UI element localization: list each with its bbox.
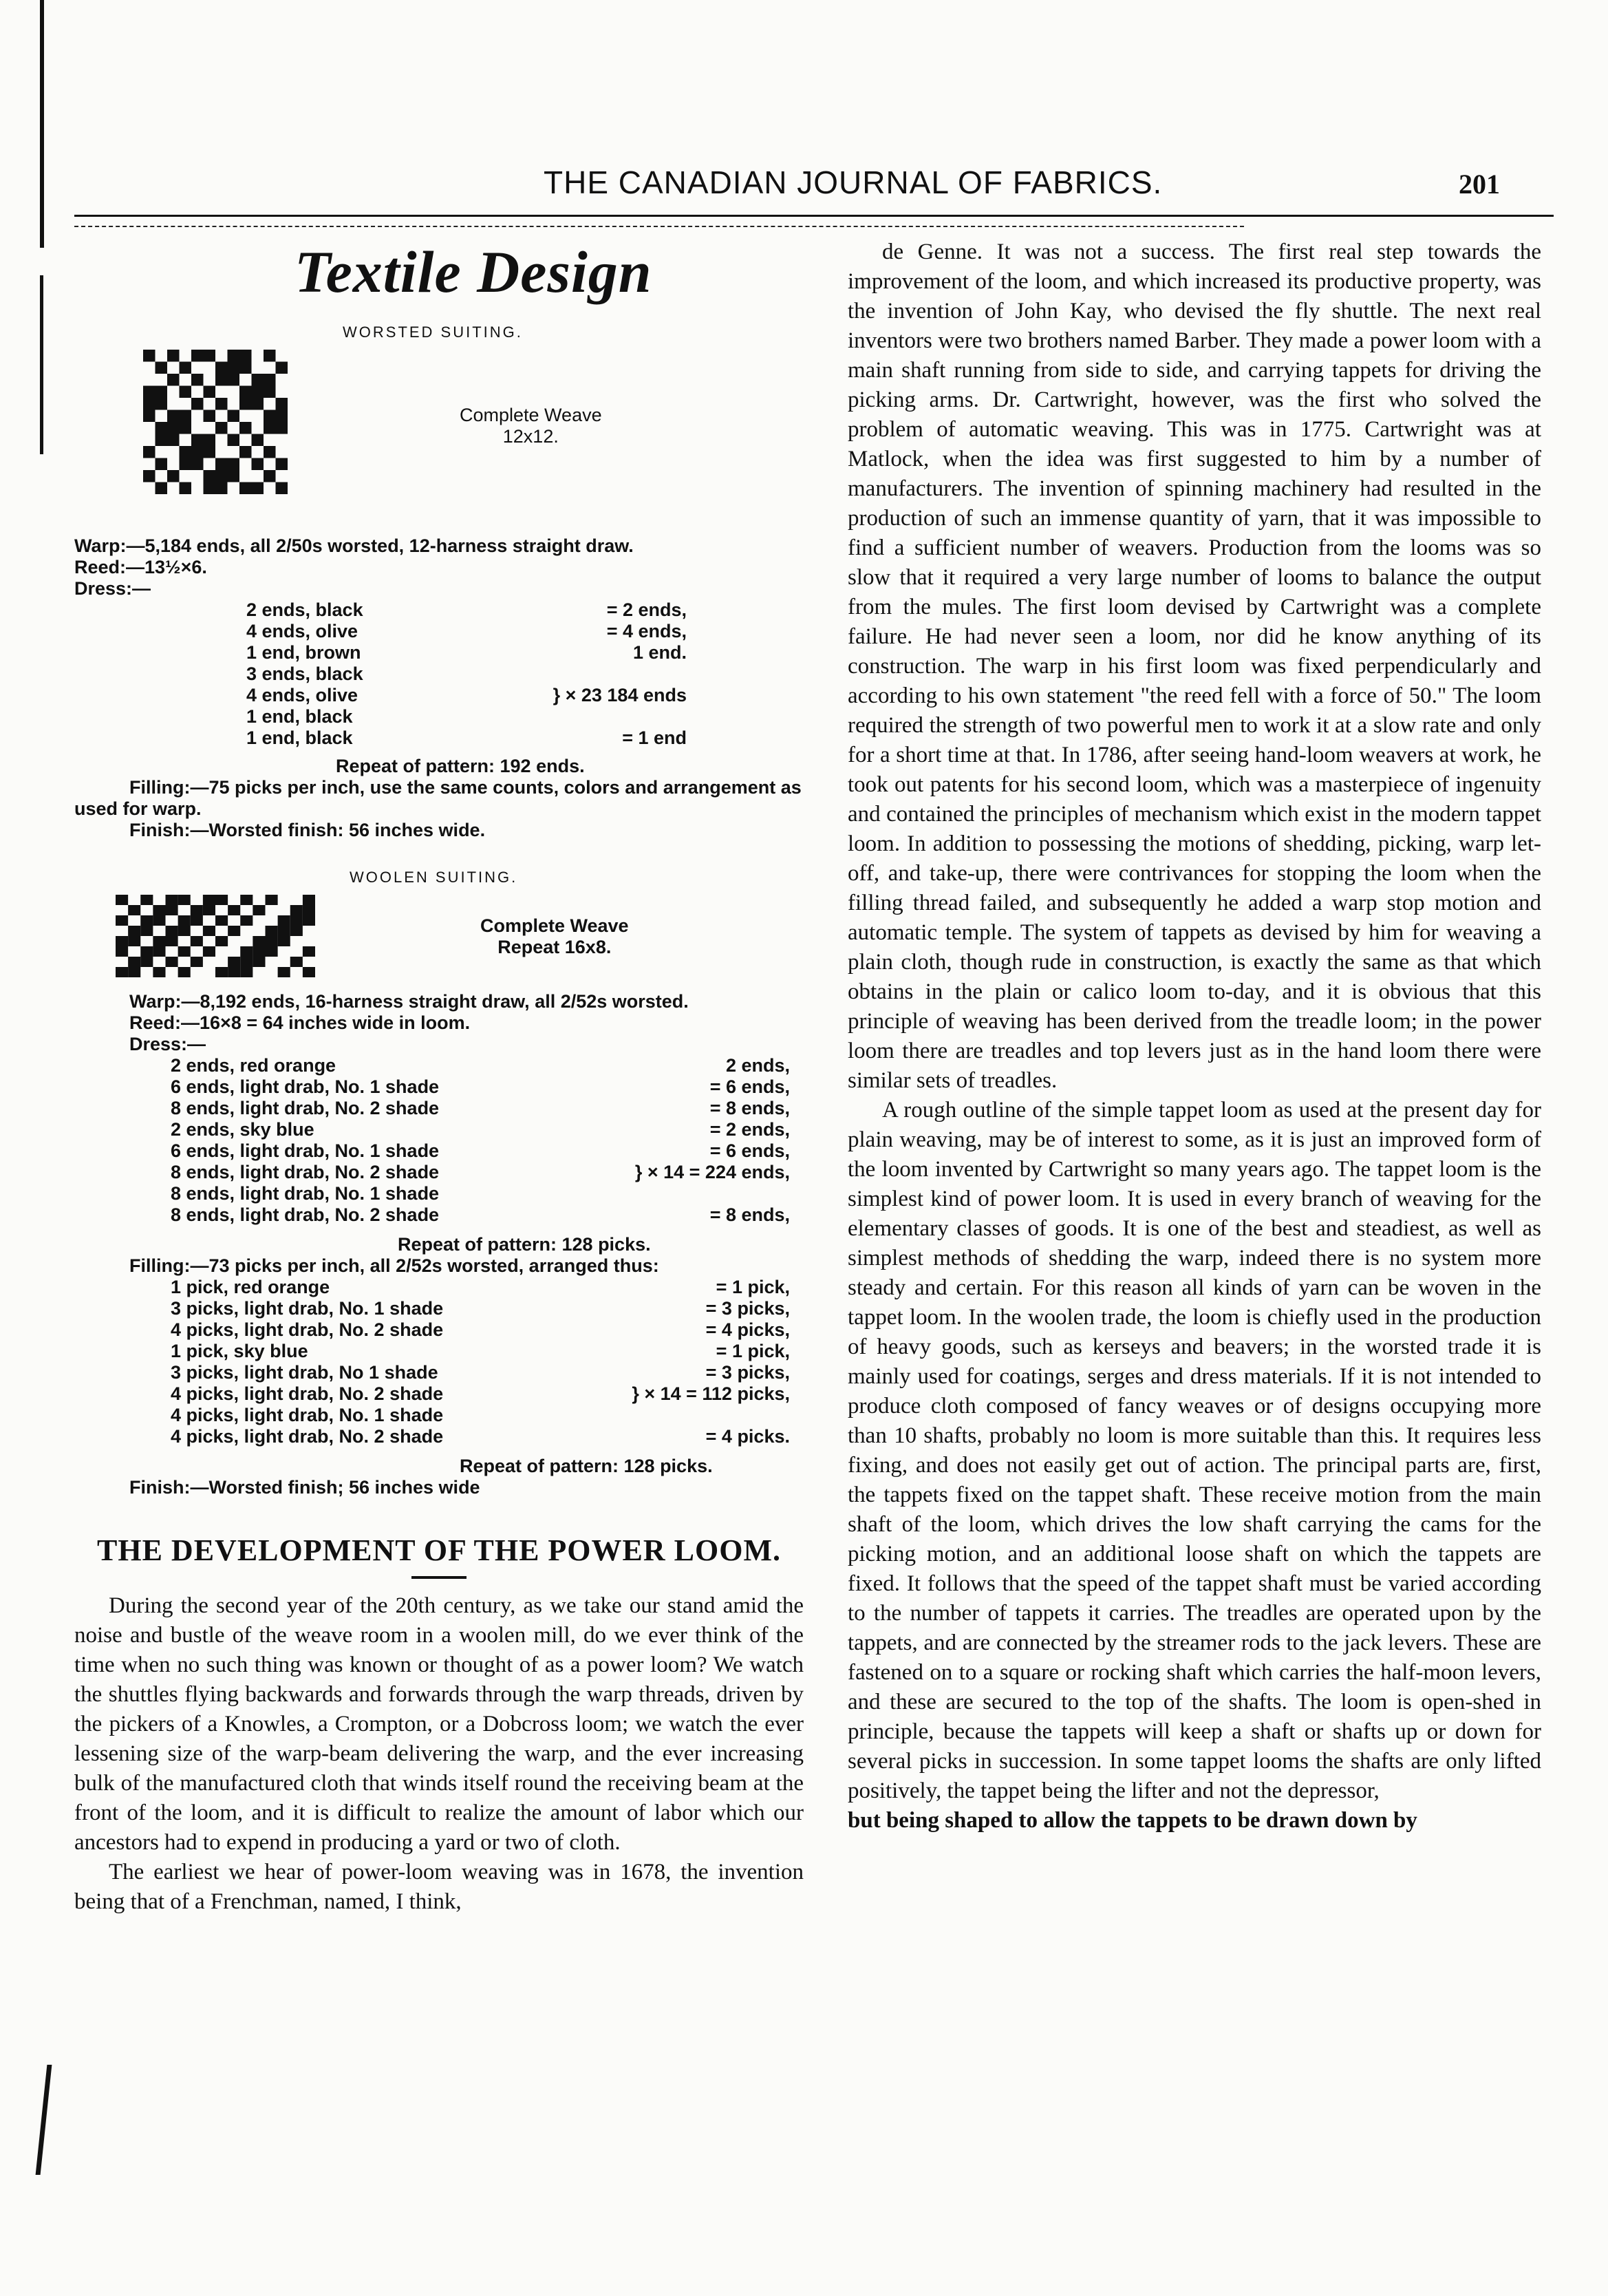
worsted-dress-table (246, 599, 687, 749)
weave-cell (303, 967, 315, 977)
dress-row-right: = 4 picks. (705, 1426, 790, 1447)
weave-cell (167, 470, 180, 482)
dress-row-left: 4 ends, olive (246, 685, 358, 705)
dress-row-right: = 3 picks, (705, 1298, 790, 1319)
woolen-warp: Warp:—8,192 ends, 16-harness straight draw, all 2/52s worsted. (129, 991, 689, 1012)
weave-cell (116, 946, 128, 957)
weave-cell (253, 936, 265, 946)
dress-row-right: } × 14 = 112 picks, (632, 1383, 790, 1404)
weave-cell (178, 915, 191, 926)
dress-row-right: = 8 ends, (709, 1204, 790, 1225)
weave-cell (266, 936, 278, 946)
weave-cell (228, 967, 240, 977)
worsted-reed: Reed:—13½×6. (74, 557, 207, 577)
weave-cell (264, 374, 276, 386)
weave-label-line: Complete Weave (460, 405, 602, 425)
article-paragraph: During the second year of the 20th century, as we take our stand amid the noise and bustle of the weave room in a woolen mill, do we ever think of the time when no such thing was known or thought of as a power loom? We watch the shuttles flying backwards and forwards through the warp threads, driven by the pickers of a Knowles, a Crompton, or a Dobcross loom; we watch the ever lessening size of the warp-beam delivering the warp, and the ever increasing bulk of the manufactured cloth that winds itself round the receiving beam at the front of the loom, and it is difficult to realize the amount of labor which our ancestors had to expend in producing a yard or two of cloth. (74, 1593, 804, 1855)
dress-row (171, 1076, 790, 1098)
dress-row-right: = 1 end (622, 727, 687, 748)
dress-row-left: 3 ends, black (246, 663, 363, 684)
weave-cell (153, 905, 165, 915)
woolen-dress-label: Dress:— (129, 1034, 206, 1054)
weave-cell (240, 967, 253, 977)
dress-row (246, 727, 687, 749)
weave-cell (116, 936, 128, 946)
weave-cell (303, 915, 315, 926)
dress-row-right: = 1 pick, (716, 1341, 790, 1361)
article-body-right (848, 237, 1541, 1836)
weave-cell (191, 915, 203, 926)
weave-cell (239, 386, 252, 398)
weave-cell (156, 458, 168, 471)
weave-cell (303, 895, 315, 905)
weave-cell (266, 926, 278, 936)
weave-cell (290, 926, 303, 936)
weave-cell (153, 967, 165, 977)
weave-cell (228, 957, 240, 967)
weave-cell (215, 374, 228, 386)
running-title: THE CANADIAN JOURNAL OF FABRICS. (544, 164, 1163, 200)
dress-row (246, 599, 687, 621)
dress-row-right: = 2 ends, (709, 1119, 790, 1140)
weave-cell (264, 470, 276, 482)
weave-cell (204, 434, 216, 447)
weave-cell (215, 458, 228, 471)
woolen-dress-table (171, 1055, 790, 1226)
weave-cell (143, 350, 156, 362)
dress-row (171, 1405, 790, 1426)
weave-cell (228, 926, 240, 936)
weave-cell (178, 967, 191, 977)
worsted-weave-label (460, 405, 602, 447)
dress-row-left: 1 pick, sky blue (171, 1341, 308, 1361)
weave-cell (276, 410, 288, 423)
weave-cell (156, 398, 168, 410)
margin-scan-mark (36, 2065, 52, 2175)
dress-row-left: 3 picks, light drab, No 1 shade (171, 1362, 438, 1383)
dress-row (171, 1119, 790, 1140)
worsted-heading: WORSTED SUITING. (343, 323, 523, 341)
weave-cell (180, 362, 192, 374)
weave-cell (290, 957, 303, 967)
weave-cell (239, 398, 252, 410)
weave-cell (143, 446, 156, 458)
weave-cell (167, 410, 180, 423)
weave-cell (253, 946, 265, 957)
weave-cell (215, 936, 228, 946)
right-column (848, 237, 1541, 1836)
dress-row-right: = 1 pick, (716, 1277, 790, 1297)
article-body-left (74, 1591, 804, 1917)
woolen-weave-block (74, 895, 804, 991)
weave-cell (239, 422, 252, 434)
weave-cell (204, 410, 216, 423)
weave-cell (278, 936, 290, 946)
weave-cell (191, 398, 204, 410)
weave-cell (264, 422, 276, 434)
weave-cell (303, 946, 315, 957)
worsted-warp: Warp:—5,184 ends, all 2/50s worsted, 12-harness straight draw. (74, 535, 634, 556)
weave-cell (140, 895, 153, 905)
weave-cell (290, 905, 303, 915)
dress-row-right: 2 ends, (725, 1055, 790, 1076)
weave-cell (178, 926, 191, 936)
weave-cell (140, 957, 153, 967)
dress-row-right (451, 663, 687, 685)
woolen-heading: WOOLEN SUITING. (350, 869, 518, 886)
weave-cell (203, 905, 215, 915)
dress-row-right: } × 23 184 ends (553, 685, 687, 705)
dress-row-left: 3 picks, light drab, No. 1 shade (171, 1298, 444, 1319)
weave-cell (228, 470, 240, 482)
weave-cell (166, 905, 178, 915)
header-rule (74, 215, 1554, 217)
weave-cell (215, 398, 228, 410)
dress-row (246, 706, 687, 727)
dress-row (246, 685, 687, 706)
woolen-finish: Finish:—Worsted finish; 56 inches wide (129, 1477, 480, 1498)
dress-row (171, 1298, 790, 1319)
weave-cell (215, 967, 228, 977)
dress-row-left: 4 picks, light drab, No. 2 shade (171, 1383, 444, 1404)
dress-row-right: = 6 ends, (709, 1076, 790, 1097)
weave-cell (203, 895, 215, 905)
weave-cell (239, 350, 252, 362)
dress-row-left: 8 ends, light drab, No. 2 shade (171, 1204, 440, 1225)
weave-cell (276, 458, 288, 471)
weave-cell (215, 422, 228, 434)
weave-cell (128, 905, 140, 915)
weave-cell (140, 915, 153, 926)
weave-cell (167, 374, 180, 386)
weave-cell (276, 482, 288, 495)
weave-cell (166, 895, 178, 905)
weave-cell (290, 915, 303, 926)
dress-row-left: 2 ends, sky blue (171, 1119, 314, 1140)
worsted-filling: Filling:—75 picks per inch, use the same counts, colors and arrangement as used for warp. (74, 777, 802, 819)
weave-cell (252, 458, 264, 471)
dress-row (171, 1140, 790, 1162)
dress-row-right (563, 1405, 790, 1426)
weave-cell (228, 350, 240, 362)
weave-cell (278, 967, 290, 977)
weave-cell (203, 926, 215, 936)
weave-cell (252, 386, 264, 398)
weave-cell (215, 362, 228, 374)
dress-row-left: 2 ends, red orange (171, 1055, 336, 1076)
article-paragraph: but being shaped to allow the tappets to be drawn down by (848, 1808, 1417, 1833)
weave-cell (191, 446, 204, 458)
dress-row (246, 663, 687, 685)
dress-row (171, 1383, 790, 1405)
left-column (74, 237, 804, 1917)
dress-row (171, 1341, 790, 1362)
dress-row-left: 1 pick, red orange (171, 1277, 330, 1297)
weave-cell (191, 458, 204, 471)
weave-cell (239, 446, 252, 458)
dress-row-left: 4 ends, olive (246, 621, 358, 641)
weave-cell (143, 398, 156, 410)
dress-row-right (564, 1183, 790, 1204)
woolen-repeat-picks: Repeat of pattern: 128 picks. (460, 1456, 713, 1476)
dress-row-right: = 8 ends, (709, 1098, 790, 1118)
weave-cell (180, 386, 192, 398)
article-paragraph: de Genne. It was not a success. The first real step towards the improvement of the loom, and which increased its productive property, was the invention of John Kay, who devised the fly shuttle. The next real inventors were two brothers named Barber. They made a power loom with a main shaft running from side to side, and carrying tappets for driving the picking arms. Dr. Cartwright, however, was the first who solved the problem of automatic weaving. This was in 1775. Cartwright was at Matlock, when the idea was first suggested to him by a number of manufacturers. The invention of spinning machinery had resulted in the production of such an immense quantity of yarn, that it was impossible to find a sufficient number of weavers. Production from the looms was so slow that it required a very large number of looms to balance the output from the mules. The first loom devised by Cartwright was a complete failure. He had never seen a loom, nor did he know anything of its construction. The warp in his first loom was fixed perpendicularly and according to his own statement "the reed fell with a force of 50." The loom required the strength of two powerful men to work it at a slow rate and only for a short time at that. In 1786, after seeing hand-loom weavers at work, he took out patents for his second loom, which was a masterpiece of ingenuity and contained the principles of mechanism which exist in the modern tappet loom. In addition to possessing the motions of shedding, picking, warp let-off, and take-up, there were contrivances for stopping the loom when the filling thread failed, and subsequently he added a warp stop motion and automatic temple. The system of tappets as devised by him for weaving a plain cloth, though rude in construction, is exactly the same as that which obtains in the plain or calico loom to-day, and it is obvious that this principle of weaving has been derived from the treadle loom; in the power loom there are treadles and top levers just as in the hand loom there were similar sets of treadles. (848, 240, 1541, 1093)
weave-cell (178, 895, 191, 905)
page-header (0, 164, 1608, 212)
worsted-finish: Finish:—Worsted finish: 56 inches wide. (129, 820, 486, 840)
woolen-weave-label (480, 915, 629, 958)
weave-cell (240, 915, 253, 926)
dress-row-right: = 2 ends, (606, 599, 687, 620)
weave-cell (266, 946, 278, 957)
woolen-filling-table (171, 1277, 790, 1447)
page-number: 201 (1459, 169, 1500, 200)
dress-row-right: = 3 picks, (705, 1362, 790, 1383)
dress-row-left: 4 picks, light drab, No. 2 shade (171, 1319, 444, 1340)
weave-cell (203, 946, 215, 957)
weave-cell (156, 386, 168, 398)
dress-row (171, 1183, 790, 1204)
dress-row-left: 8 ends, light drab, No. 1 shade (171, 1183, 440, 1204)
weave-cell (252, 374, 264, 386)
weave-cell (240, 946, 253, 957)
weave-cell (276, 422, 288, 434)
weave-cell (253, 905, 265, 915)
weave-cell (180, 446, 192, 458)
weave-cell (166, 936, 178, 946)
weave-cell (240, 957, 253, 967)
weave-cell (204, 386, 216, 398)
dress-row-left: 4 picks, light drab, No. 1 shade (171, 1405, 444, 1425)
weave-cell (116, 915, 128, 926)
weave-cell (228, 374, 240, 386)
weave-cell (264, 410, 276, 423)
weave-cell (128, 957, 140, 967)
weave-cell (128, 926, 140, 936)
weave-cell (178, 946, 191, 957)
dress-row-right: = 4 ends, (606, 621, 687, 641)
weave-cell (204, 446, 216, 458)
weave-cell (252, 482, 264, 495)
weave-cell (153, 946, 165, 957)
weave-cell (180, 422, 192, 434)
weave-cell (191, 936, 203, 946)
title-rule (411, 1576, 467, 1579)
weave-cell (143, 410, 156, 423)
weave-cell (239, 482, 252, 495)
weave-cell (204, 482, 216, 495)
weave-cell (128, 967, 140, 977)
dress-row-left: 4 picks, light drab, No. 2 shade (171, 1426, 444, 1447)
weave-cell (303, 905, 315, 915)
woolen-weave-diagram (116, 895, 315, 977)
weave-cell (191, 905, 203, 915)
weave-label-line: Complete Weave (480, 915, 629, 936)
weave-cell (252, 434, 264, 447)
weave-cell (264, 446, 276, 458)
article-paragraph: The earliest we hear of power-loom weaving was in 1678, the invention being that of a Frenchman, named, I think, (74, 1860, 804, 1914)
dress-row (171, 1098, 790, 1119)
weave-cell (266, 895, 278, 905)
weave-cell (191, 374, 204, 386)
weave-cell (228, 905, 240, 915)
weave-cell (153, 936, 165, 946)
weave-cell (191, 434, 204, 447)
weave-cell (278, 926, 290, 936)
weave-cell (156, 434, 168, 447)
weave-cell (252, 398, 264, 410)
weave-cell (278, 915, 290, 926)
dress-row (171, 1277, 790, 1298)
weave-cell (228, 410, 240, 423)
weave-cell (253, 957, 265, 967)
weave-cell (180, 482, 192, 495)
weave-cell (191, 350, 204, 362)
weave-cell (166, 926, 178, 936)
dress-row-right: = 6 ends, (709, 1140, 790, 1161)
weave-cell (228, 362, 240, 374)
weave-cell (140, 926, 153, 936)
dress-row-left: 1 end, black (246, 727, 353, 748)
weave-cell (276, 398, 288, 410)
weave-cell (156, 362, 168, 374)
weave-cell (167, 422, 180, 434)
dress-row-right (451, 706, 687, 727)
weave-cell (116, 967, 128, 977)
weave-cell (143, 470, 156, 482)
weave-cell (215, 482, 228, 495)
article-title: THE DEVELOPMENT OF THE POWER LOOM. (97, 1533, 781, 1567)
dress-row-left: 2 ends, black (246, 599, 363, 620)
weave-cell (180, 410, 192, 423)
dress-row-right: 1 end. (632, 642, 687, 663)
dress-row-left: 1 end, black (246, 706, 353, 727)
worsted-repeat: Repeat of pattern: 192 ends. (336, 756, 585, 776)
dress-row (171, 1362, 790, 1383)
dress-row (171, 1319, 790, 1341)
weave-label-line: 12x12. (502, 426, 559, 447)
weave-cell (191, 957, 203, 967)
weave-cell (166, 957, 178, 967)
weave-cell (239, 362, 252, 374)
weave-cell (143, 386, 156, 398)
weave-cell (156, 482, 168, 495)
weave-cell (204, 470, 216, 482)
dress-row (171, 1426, 790, 1447)
weave-cell (228, 458, 240, 471)
woolen-reed: Reed:—16×8 = 64 inches wide in loom. (129, 1012, 471, 1033)
weave-cell (215, 470, 228, 482)
article-paragraph: A rough outline of the simple tappet loom as used at the present day for plain weaving, may be of interest to some, as it is just an improved form of the loom invented by Cartwright so many years ago. The tappet loom is the simplest kind of power loom. It is used in every branch of weaving for the elementary classes of goods. It is one of the best and steadiest, as well as simplest methods of shedding the warp, indeed there is no system more steady and certain. For this reason all kinds of yarn can be woven in the tappet loom. In the woolen trade, the loom is chiefly used in the production of heavy goods, such as kerseys and beavers; in the worsted trade it is mainly used for coatings, serges and dress materials. If it is not intended to produce cloth composed of fancy weaves or of designs occupying more than 10 shafts, probably no loom is more suitable than this. It requires less fixing, and does not easily get out of action. The principal parts are, first, the tappets fixed on the tappet shaft. These receive motion from the main shaft of the loom, which drives the low shaft carrying the cams for the picking motion, and an additional loose shaft on which the tappets are fixed. It follows that the speed of the tappet shaft must be varied according to the number of tappets it carries. The treadles are operated upon by the tappets, and are connected by the streamer rods to the jack levers. These are fastened on to a square or rocking shaft which carries the half-moon levers, and these are secured to the top of the shafts. The loom is open-shed in principle, because the tappets will keep a shaft or shafts up or down for several picks in succession. In some tappet looms the shafts are only lifted positively, the tappet being the lifter and not the depressor, (848, 1098, 1541, 1803)
weave-cell (156, 422, 168, 434)
section-title: Textile Design (294, 239, 652, 305)
weave-cell (264, 350, 276, 362)
woolen-filling: Filling:—73 picks per inch, all 2/52s worsted, arranged thus: (129, 1255, 659, 1276)
dress-row-left: 6 ends, light drab, No. 1 shade (171, 1140, 440, 1161)
dress-row-left: 8 ends, light drab, No. 2 shade (171, 1098, 440, 1118)
weave-cell (140, 946, 153, 957)
weave-cell (167, 350, 180, 362)
weave-cell (215, 915, 228, 926)
dress-row-right: = 4 picks, (705, 1319, 790, 1340)
dress-row (171, 1162, 790, 1183)
weave-label-line: Repeat 16x8. (497, 937, 612, 957)
dress-row (246, 621, 687, 642)
weave-cell (204, 350, 216, 362)
margin-scan-mark (40, 275, 43, 454)
woolen-repeat: Repeat of pattern: 128 picks. (398, 1234, 651, 1255)
worsted-weave-diagram (143, 350, 288, 494)
header-rule-dashed (74, 226, 1244, 227)
dress-row (171, 1204, 790, 1226)
dress-row-left: 6 ends, light drab, No. 1 shade (171, 1076, 440, 1097)
weave-cell (228, 434, 240, 447)
weave-cell (264, 386, 276, 398)
weave-cell (153, 915, 165, 926)
dress-row (171, 1055, 790, 1076)
weave-cell (276, 362, 288, 374)
dress-row-left: 8 ends, light drab, No. 2 shade (171, 1162, 440, 1182)
worsted-weave-block (74, 350, 804, 535)
weave-cell (116, 895, 128, 905)
dress-row-right: } × 14 = 224 ends, (634, 1162, 790, 1182)
dress-row-left: 1 end, brown (246, 642, 361, 663)
weave-cell (128, 936, 140, 946)
weave-cell (167, 434, 180, 447)
dress-row (246, 642, 687, 663)
weave-cell (215, 895, 228, 905)
weave-cell (180, 458, 192, 471)
weave-cell (240, 895, 253, 905)
worsted-dress-label: Dress:— (74, 578, 151, 599)
